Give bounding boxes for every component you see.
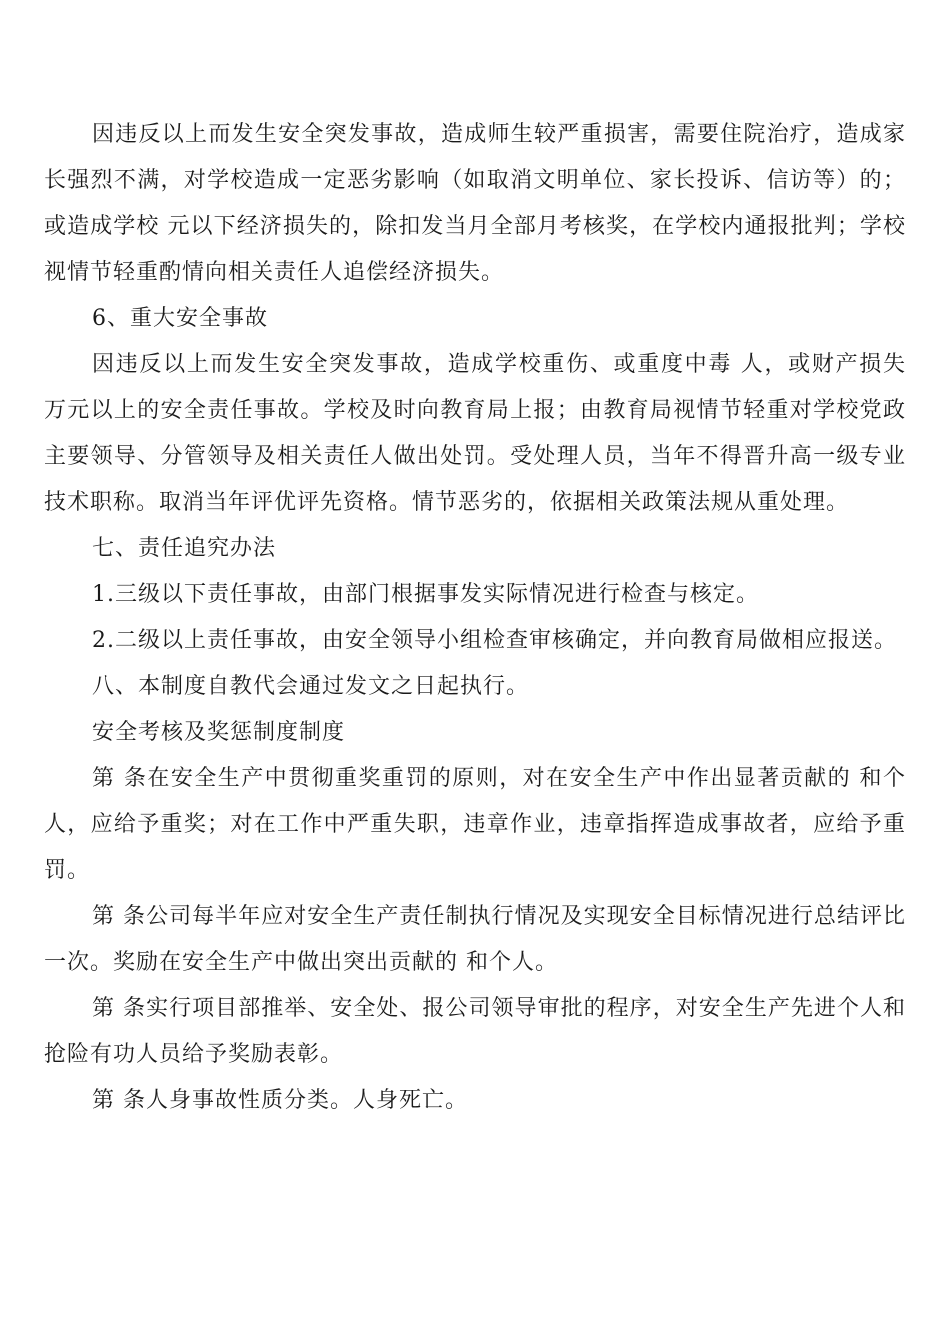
paragraph-level-three: 1.三级以下责任事故，由部门根据事发实际情况进行检查与核定。 bbox=[92, 582, 759, 607]
paragraph-article-classification: 第 条人身事故性质分类。人身死亡。 bbox=[92, 1088, 468, 1113]
paragraph-major-accident: 因违反以上而发生安全突发事故，造成学校重伤、或重度中毒 人，或财产损失 万元以上的安全责任事故。学校及时向教育局上报；由教育局视情节轻重对学校党政主要领导、分管领导及相关责任人做出处罚。受处理人员，当年不得晋升高一级专业技术职称。取消当年评优评先资格。情节恶劣的，依据相关政策法规从重处理。 bbox=[44, 352, 906, 515]
paragraph-article-rewards-penalties: 第 条在安全生产中贯彻重奖重罚的原则，对在安全生产中作出显著贡献的 和个人，应给予重奖；对在工作中严重失职，违章作业，违章指挥造成事故者，应给予重罚。 bbox=[44, 766, 906, 883]
paragraph-accident-consequences: 因违反以上而发生安全突发事故，造成师生较严重损害，需要住院治疗，造成家长强烈不满，对学校造成一定恶劣影响（如取消文明单位、家长投诉、信访等）的；或造成学校 元以下经济损失的，除扣发当月全部月考核奖，在学校内通报批判；学校视情节轻重酌情向相关责任人追偿经济损失。 bbox=[44, 122, 906, 285]
paragraph-effective-date: 八、本制度自教代会通过发文之日起执行。 bbox=[92, 674, 530, 699]
heading-safety-assessment: 安全考核及奖惩制度制度 bbox=[92, 720, 346, 745]
paragraph-article-nomination: 第 条实行项目部推举、安全处、报公司领导审批的程序，对安全生产先进个人和抢险有功人员给予奖励表彰。 bbox=[44, 996, 906, 1067]
document-body bbox=[44, 112, 906, 1124]
paragraph-level-two: 2.二级以上责任事故，由安全领导小组检查审核确定，并向教育局做相应报送。 bbox=[92, 628, 897, 653]
heading-major-accident: 6、重大安全事故 bbox=[92, 306, 268, 331]
paragraph-article-semiannual-review: 第 条公司每半年应对安全生产责任制执行情况及实现安全目标情况进行总结评比一次。奖励在安全生产中做出突出贡献的 和个人。 bbox=[44, 904, 906, 975]
heading-accountability: 七、责任追究办法 bbox=[92, 536, 277, 561]
